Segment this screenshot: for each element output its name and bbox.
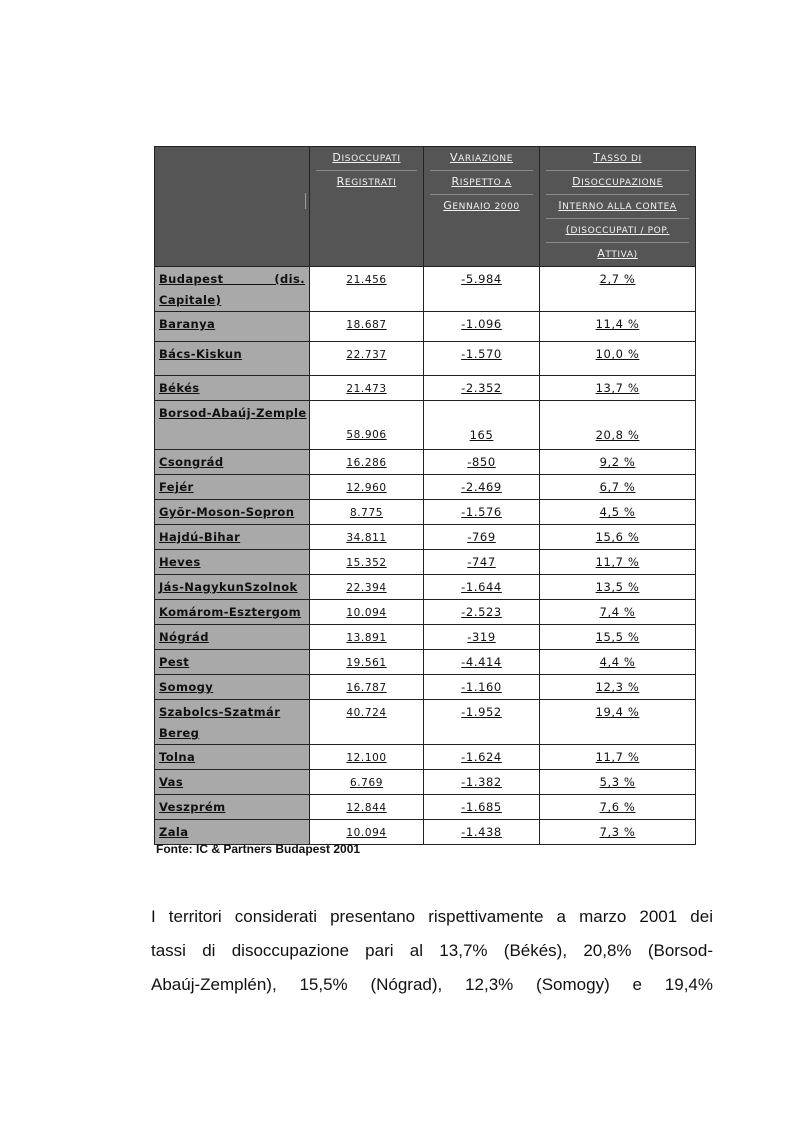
variation-cell: [424, 267, 540, 312]
variation-value: -1.952: [461, 705, 502, 719]
rate-cell: [540, 675, 696, 700]
header-registered-line: REGISTRATI: [336, 175, 397, 188]
county-name-cell: Jás-NagykunSzolnok: [155, 575, 310, 600]
variation-cell: [424, 500, 540, 525]
table-row: [155, 650, 696, 675]
registered-cell: [310, 450, 424, 475]
unemployment-table: [154, 146, 696, 845]
variation-cell: [424, 550, 540, 575]
variation-cell: [424, 475, 540, 500]
table-row: [155, 600, 696, 625]
registered-cell: [310, 820, 424, 845]
paragraph-line: I territori considerati presentano rispettivamente a marzo 2001 dei: [151, 907, 713, 926]
header-rate-line: ATTIVA): [597, 247, 638, 260]
registered-cell: [310, 700, 424, 745]
county-name-cell: Somogy: [155, 675, 310, 700]
table-row: [155, 376, 696, 401]
rate-value: 9,2 %: [599, 455, 636, 469]
header-initial: T: [593, 151, 601, 164]
variation-cell: [424, 745, 540, 770]
registered-value: 8.775: [349, 507, 384, 519]
registered-cell: [310, 650, 424, 675]
variation-value: -1.685: [461, 800, 502, 814]
variation-cell: [424, 575, 540, 600]
rate-cell: [540, 376, 696, 401]
rate-cell: [540, 600, 696, 625]
rate-value: 12,3 %: [595, 680, 640, 694]
header-initial: R: [451, 175, 460, 188]
registered-value: 13.891: [346, 632, 387, 644]
rate-value: 20,8 %: [595, 428, 640, 442]
registered-cell: [310, 475, 424, 500]
header-variation-line: GENNAIO 2000: [443, 199, 520, 212]
registered-cell: [310, 312, 424, 342]
variation-cell: [424, 675, 540, 700]
county-name-cell: Pest: [155, 650, 310, 675]
county-name-cell: Nógrád: [155, 625, 310, 650]
registered-value: 12.960: [346, 482, 387, 494]
variation-value: 165: [469, 428, 494, 442]
paragraph-line: Abaúj-Zemplén), 15,5% (Nógrad), 12,3% (Somogy) e 19,4%: [151, 975, 713, 994]
variation-cell: [424, 312, 540, 342]
county-name-cell: Komárom-Esztergom: [155, 600, 310, 625]
table-row: [155, 700, 696, 745]
variation-cell: [424, 650, 540, 675]
rate-value: 7,4 %: [599, 605, 636, 619]
variation-value: -850: [467, 455, 496, 469]
table-row: [155, 525, 696, 550]
registered-value: 22.394: [346, 582, 387, 594]
registered-cell: [310, 745, 424, 770]
table-row: [155, 267, 696, 312]
registered-value: 12.844: [346, 802, 387, 814]
county-name-cell: Szabolcs-Szatmár Bereg: [155, 700, 310, 745]
county-name-cell: Gyõr-Moson-Sopron: [155, 500, 310, 525]
county-name-cell: Bács-Kiskun: [155, 342, 310, 376]
county-name-cell: Csongrád: [155, 450, 310, 475]
rate-cell: [540, 575, 696, 600]
rate-cell: [540, 795, 696, 820]
rate-value: 7,6 %: [599, 800, 636, 814]
table-header-row: [155, 147, 696, 267]
header-registered: [310, 147, 424, 267]
registered-value: 21.473: [346, 383, 387, 395]
registered-value: 6.769: [349, 777, 384, 789]
variation-value: -1.160: [461, 680, 502, 694]
registered-value: 34.811: [346, 532, 387, 544]
table-row: [155, 770, 696, 795]
rate-cell: [540, 550, 696, 575]
table-source: Fonte: IC & Partners Budapest 2001: [156, 842, 361, 856]
header-variation-line: RISPETTO A: [430, 171, 533, 195]
variation-value: -1.624: [461, 750, 502, 764]
registered-value: 21.456: [346, 274, 387, 286]
registered-value: 19.561: [346, 657, 387, 669]
header-rate-line: TASSO DI: [546, 147, 689, 171]
header-county: [155, 147, 310, 267]
registered-cell: [310, 267, 424, 312]
rate-value: 15,5 %: [595, 630, 640, 644]
rate-cell: [540, 820, 696, 845]
table-row: [155, 745, 696, 770]
header-initial: R: [336, 175, 345, 188]
header-initial: A: [597, 247, 606, 260]
variation-value: -2.352: [461, 381, 502, 395]
header-variation: [424, 147, 540, 267]
header-initial: (: [565, 223, 571, 236]
table-row: [155, 450, 696, 475]
county-name-cell: Zala: [155, 820, 310, 845]
header-rate: [540, 147, 696, 267]
variation-value: -1.382: [461, 775, 502, 789]
registered-value: 10.094: [346, 607, 387, 619]
variation-cell: [424, 625, 540, 650]
rate-cell: [540, 525, 696, 550]
registered-cell: [310, 500, 424, 525]
header-initial: I: [558, 199, 563, 212]
variation-value: -1.096: [461, 317, 502, 331]
county-name-cell: Borsod-Abaúj-Zemple: [155, 401, 310, 450]
rate-cell: [540, 770, 696, 795]
table-row: [155, 820, 696, 845]
county-name-cell: Hajdú-Bihar: [155, 525, 310, 550]
rate-value: 11,7 %: [595, 750, 640, 764]
variation-value: -1.644: [461, 580, 502, 594]
registered-value: 58.906: [346, 429, 387, 441]
variation-cell: [424, 401, 540, 450]
registered-cell: [310, 575, 424, 600]
county-name-cell: Fejér: [155, 475, 310, 500]
table-body: [155, 267, 696, 845]
variation-value: -2.469: [461, 480, 502, 494]
rate-value: 4,4 %: [599, 655, 636, 669]
rate-value: 10,0 %: [595, 347, 640, 361]
county-name-cell: Budapest (dis. Capitale): [155, 267, 310, 312]
rate-cell: [540, 745, 696, 770]
rate-cell: [540, 267, 696, 312]
registered-value: 40.724: [346, 707, 387, 719]
variation-cell: [424, 342, 540, 376]
table-row: [155, 625, 696, 650]
table-row: [155, 795, 696, 820]
table-row: [155, 475, 696, 500]
county-name-cell: Vas: [155, 770, 310, 795]
table-row: [155, 401, 696, 450]
rate-cell: [540, 625, 696, 650]
header-initial: G: [443, 199, 453, 212]
variation-value: -769: [467, 530, 496, 544]
header-variation-line: VARIAZIONE: [430, 147, 533, 171]
rate-cell: [540, 312, 696, 342]
registered-cell: [310, 770, 424, 795]
rate-value: 15,6 %: [595, 530, 640, 544]
variation-value: -2.523: [461, 605, 502, 619]
rate-cell: [540, 475, 696, 500]
rate-value: 13,5 %: [595, 580, 640, 594]
rate-value: 5,3 %: [599, 775, 636, 789]
rate-value: 4,5 %: [599, 505, 636, 519]
variation-value: -5.984: [461, 272, 502, 286]
variation-value: -1.576: [461, 505, 502, 519]
rate-cell: [540, 700, 696, 745]
registered-cell: [310, 795, 424, 820]
registered-value: 18.687: [346, 319, 387, 331]
rate-cell: [540, 342, 696, 376]
registered-cell: [310, 625, 424, 650]
registered-cell: [310, 401, 424, 450]
registered-cell: [310, 550, 424, 575]
registered-cell: [310, 376, 424, 401]
registered-cell: [310, 600, 424, 625]
variation-cell: [424, 700, 540, 745]
registered-value: 16.286: [346, 457, 387, 469]
variation-cell: [424, 525, 540, 550]
rate-value: 2,7 %: [599, 272, 636, 286]
variation-value: -1.438: [461, 825, 502, 839]
county-name-cell: Veszprém: [155, 795, 310, 820]
table-row: [155, 575, 696, 600]
county-name-cell: Tolna: [155, 745, 310, 770]
rate-value: 7,3 %: [599, 825, 636, 839]
county-name-cell: Baranya: [155, 312, 310, 342]
header-rate-line: DISOCCUPAZIONE: [546, 171, 689, 195]
rate-value: 13,7 %: [595, 381, 640, 395]
variation-value: -4.414: [461, 655, 502, 669]
rate-value: 11,4 %: [595, 317, 640, 331]
header-registered-line: DISOCCUPATI: [316, 147, 417, 171]
registered-value: 12.100: [346, 752, 387, 764]
variation-value: -319: [467, 630, 496, 644]
variation-cell: [424, 795, 540, 820]
rate-value: 19,4 %: [595, 705, 640, 719]
registered-value: 10.094: [346, 827, 387, 839]
registered-cell: [310, 675, 424, 700]
county-name-cell: Békés: [155, 376, 310, 401]
rate-cell: [540, 500, 696, 525]
registered-cell: [310, 525, 424, 550]
table-row: [155, 500, 696, 525]
rate-cell: [540, 450, 696, 475]
header-initial: V: [449, 151, 459, 164]
variation-value: -747: [467, 555, 496, 569]
variation-cell: [424, 450, 540, 475]
variation-cell: [424, 770, 540, 795]
rate-value: 6,7 %: [599, 480, 636, 494]
paragraph-line: tassi di disoccupazione pari al 13,7% (Békés), 20,8% (Borsod-: [151, 941, 713, 960]
variation-cell: [424, 600, 540, 625]
registered-value: 16.787: [346, 682, 387, 694]
header-rate-line: (DISOCCUPATI / POP.: [546, 219, 689, 243]
registered-cell: [310, 342, 424, 376]
variation-cell: [424, 376, 540, 401]
header-initial: D: [572, 175, 582, 188]
registered-value: 15.352: [346, 557, 387, 569]
county-name-cell: Heves: [155, 550, 310, 575]
variation-value: -1.570: [461, 347, 502, 361]
header-initial: D: [332, 151, 342, 164]
table-row: [155, 675, 696, 700]
header-rate-line: INTERNO ALLA CONTEA: [546, 195, 689, 219]
rate-value: 11,7 %: [595, 555, 640, 569]
variation-cell: [424, 820, 540, 845]
rate-cell: [540, 650, 696, 675]
registered-value: 22.737: [346, 349, 387, 361]
table-row: [155, 550, 696, 575]
table-row: [155, 342, 696, 376]
table-row: [155, 312, 696, 342]
body-paragraph: [151, 900, 713, 1002]
rate-cell: [540, 401, 696, 450]
